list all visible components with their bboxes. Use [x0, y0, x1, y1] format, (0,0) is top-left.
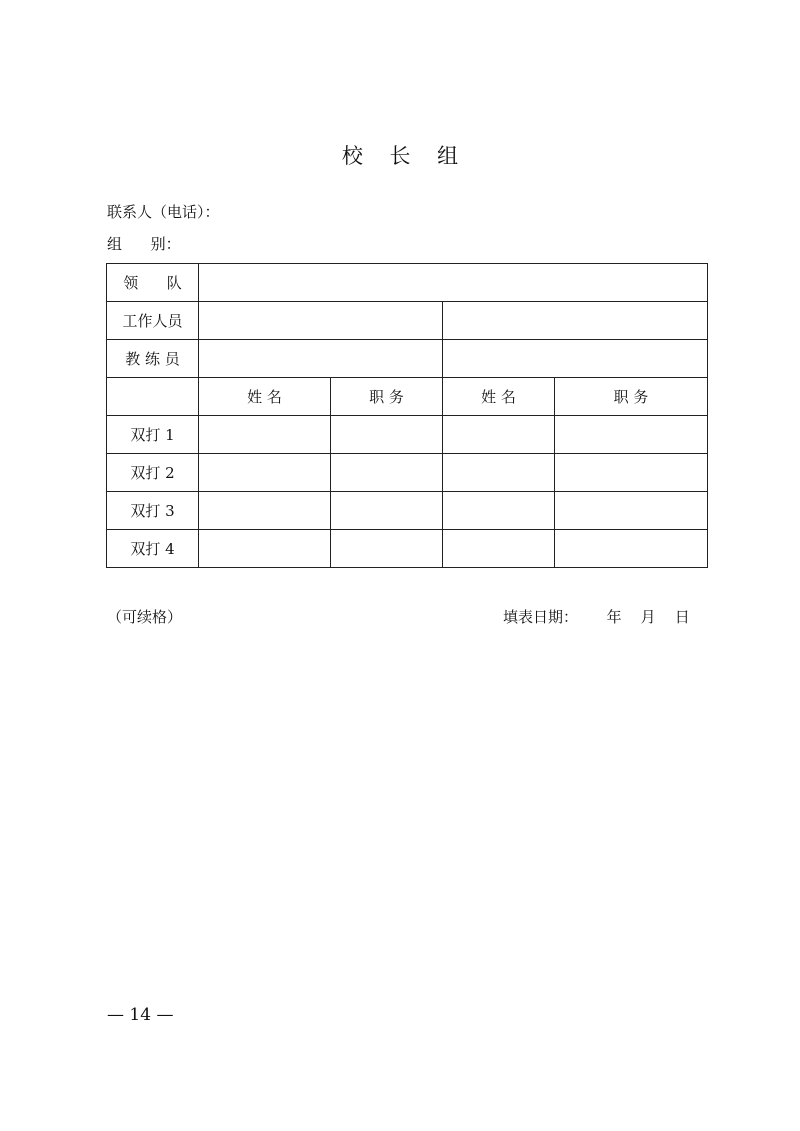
doubles-4-name-1[interactable]: [199, 530, 331, 568]
doubles-label: 双打 2: [107, 454, 199, 492]
staff-cell-2[interactable]: [443, 302, 708, 340]
doubles-3-title-2[interactable]: [555, 492, 708, 530]
registration-table: [106, 263, 708, 568]
staff-row: [107, 302, 708, 340]
coach-cell-2[interactable]: [443, 340, 708, 378]
leader-cell[interactable]: [199, 264, 708, 302]
group-label: 组 别：: [107, 235, 181, 253]
doubles-4-title-2[interactable]: [555, 530, 708, 568]
staff-cell-1[interactable]: [199, 302, 443, 340]
doubles-row: [107, 492, 708, 530]
doubles-3-name-1[interactable]: [199, 492, 331, 530]
page-number: — 14 —: [107, 1005, 174, 1025]
doubles-2-title-2[interactable]: [555, 454, 708, 492]
doubles-4-name-2[interactable]: [443, 530, 555, 568]
staff-label: 工作人员: [107, 302, 199, 340]
doubles-row: [107, 454, 708, 492]
doubles-label: 双打 3: [107, 492, 199, 530]
coach-label: 教 练 员: [107, 340, 199, 378]
header-title-2: 职 务: [555, 378, 708, 416]
page-title: 校 长 组: [341, 144, 469, 168]
doubles-label: 双打 1: [107, 416, 199, 454]
coach-row: [107, 340, 708, 378]
header-title-1: 职 务: [331, 378, 443, 416]
doubles-3-title-1[interactable]: [331, 492, 443, 530]
doubles-row: [107, 416, 708, 454]
fill-date-label: 填表日期： 年 月 日: [503, 608, 690, 626]
header-name-2: 姓 名: [443, 378, 555, 416]
doubles-2-name-2[interactable]: [443, 454, 555, 492]
continue-note: （可续格）: [107, 608, 183, 626]
doubles-4-title-1[interactable]: [331, 530, 443, 568]
header-row: [107, 378, 708, 416]
header-name-1: 姓 名: [199, 378, 331, 416]
doubles-1-name-2[interactable]: [443, 416, 555, 454]
header-empty-cell: [107, 378, 199, 416]
contact-label: 联系人（电话）：: [107, 203, 220, 221]
doubles-3-name-2[interactable]: [443, 492, 555, 530]
doubles-2-title-1[interactable]: [331, 454, 443, 492]
doubles-1-title-1[interactable]: [331, 416, 443, 454]
doubles-2-name-1[interactable]: [199, 454, 331, 492]
doubles-1-title-2[interactable]: [555, 416, 708, 454]
doubles-row: [107, 530, 708, 568]
leader-label: 领 队: [107, 264, 199, 302]
coach-cell-1[interactable]: [199, 340, 443, 378]
doubles-1-name-1[interactable]: [199, 416, 331, 454]
doubles-label: 双打 4: [107, 530, 199, 568]
leader-row: [107, 264, 708, 302]
